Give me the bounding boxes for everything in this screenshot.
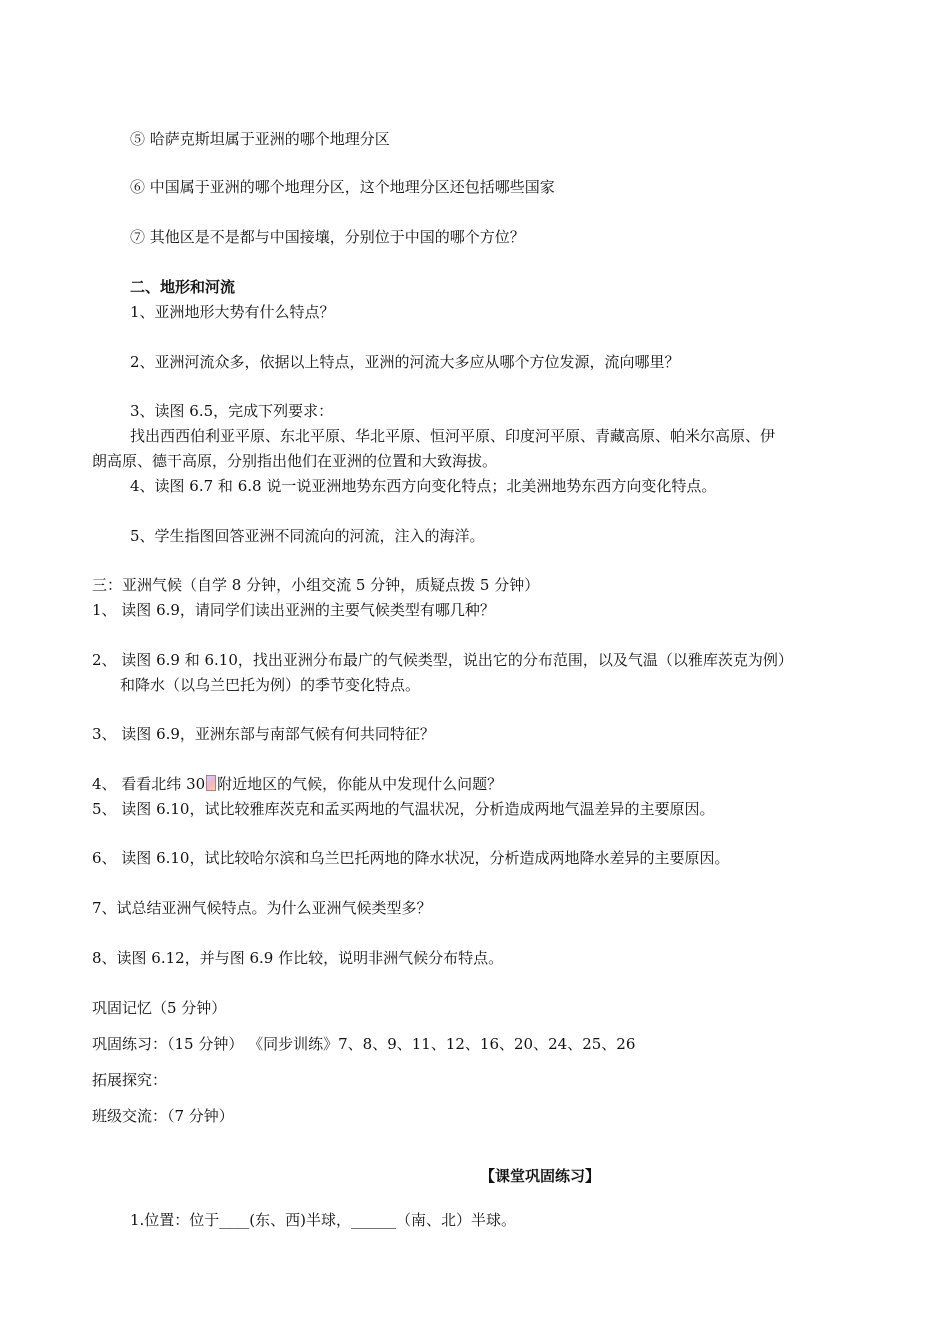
- climate-question-2-line-2: 和降水（以乌兰巴托为例）的季节变化特点。: [120, 676, 421, 694]
- question-5-region: ⑤ 哈萨克斯坦属于亚洲的哪个地理分区: [130, 130, 390, 148]
- section-heading-terrain: 二、地形和河流: [130, 278, 236, 296]
- class-exchange: 班级交流：（7 分钟）: [92, 1107, 234, 1125]
- question-6-region: ⑥ 中国属于亚洲的哪个地理分区，这个地理分区还包括哪些国家: [130, 178, 555, 196]
- consolidate-practice: 巩固练习：（15 分钟） 《同步训练》7、8、9、11、12、16、20、24、25、26: [92, 1035, 636, 1053]
- climate-question-1: 1、 读图 6.9，请同学们读出亚洲的主要气候类型有哪几种？: [92, 601, 495, 619]
- climate-question-4-before: 4、 看看北纬 30: [92, 775, 206, 793]
- climate-question-2-line-1: 2、 读图 6.9 和 6.10，找出亚洲分布最广的气候类型，说出它的分布范围，以及气温（以雅库茨克为例）: [92, 651, 793, 669]
- climate-question-8: 8、读图 6.12，并与图 6.9 作比较，说明非洲气候分布特点。: [92, 949, 504, 967]
- terrain-question-2: 2、亚洲河流众多，依据以上特点，亚洲的河流大多应从哪个方位发源，流向哪里？: [130, 353, 680, 371]
- terrain-question-1: 1、亚洲地形大势有什么特点？: [130, 303, 335, 321]
- extend-explore: 拓展探究：: [92, 1071, 168, 1089]
- consolidate-memory: 巩固记忆（5 分钟）: [92, 999, 227, 1017]
- terrain-question-3-body-1: 找出西西伯利亚平原、东北平原、华北平原、恒河平原、印度河平原、青藏高原、帕米尔高原、伊: [130, 427, 776, 445]
- terrain-question-3-body-2: 朗高原、德干高原，分别指出他们在亚洲的位置和大致海拔。: [92, 452, 498, 470]
- exercise-item-1: 1.位置：位于____(东、西)半球，______（南、北）半球。: [130, 1211, 517, 1229]
- exercise-title: [0, 1166, 950, 1186]
- question-7-region: ⑦ 其他区是不是都与中国接壤，分别位于中国的哪个方位？: [130, 228, 525, 246]
- climate-question-6: 6、 读图 6.10，试比较哈尔滨和乌兰巴托两地的降水状况，分析造成两地降水差异的主要原因。: [92, 849, 730, 867]
- degree-symbol-image-icon: [206, 775, 216, 791]
- climate-question-3: 3、 读图 6.9，亚洲东部与南部气候有何共同特征？: [92, 725, 435, 743]
- terrain-question-4: 4、读图 6.7 和 6.8 说一说亚洲地势东西方向变化特点；北美洲地势东西方向变化特点。: [130, 477, 717, 495]
- section-heading-climate: 三：亚洲气候（自学 8 分钟，小组交流 5 分钟，质疑点拨 5 分钟）: [92, 576, 540, 594]
- exercise-title-text: 【课堂巩固练习】: [479, 1167, 600, 1185]
- climate-question-4: [92, 774, 502, 794]
- climate-question-4-after: 附近地区的气候，你能从中发现什么问题？: [217, 775, 503, 793]
- climate-question-7: 7、试总结亚洲气候特点。为什么亚洲气候类型多？: [92, 899, 432, 917]
- terrain-question-5: 5、学生指图回答亚洲不同流向的河流，注入的海洋。: [130, 527, 485, 545]
- climate-question-5: 5、 读图 6.10，试比较雅库茨克和孟买两地的气温状况，分析造成两地气温差异的主要原因。: [92, 800, 715, 818]
- terrain-question-3: 3、读图 6.5，完成下列要求：: [130, 402, 334, 420]
